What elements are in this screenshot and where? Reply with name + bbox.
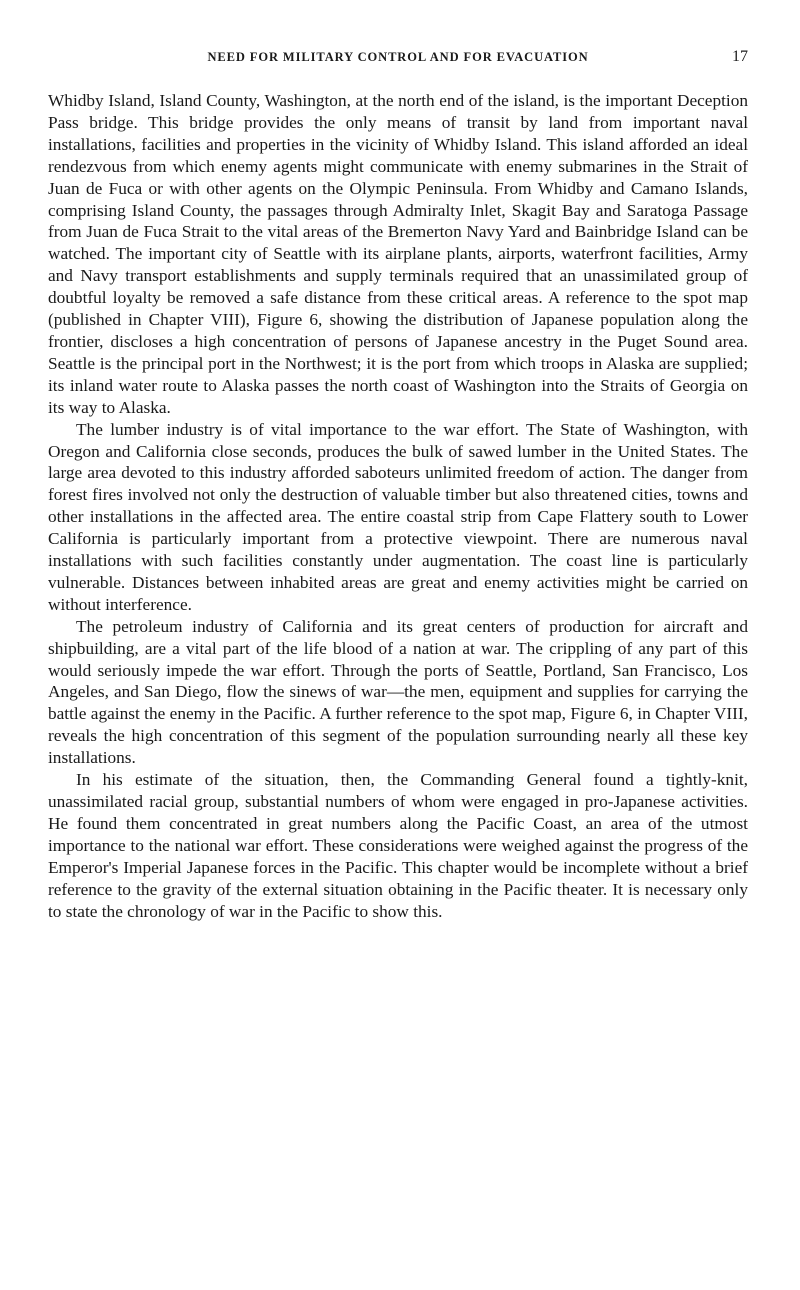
body-text (48, 90, 748, 922)
paragraph-lumber-industry: The lumber industry is of vital importance to the war effort. The State of Washington, with Oregon and California close seconds, produces the bulk of sawed lumber in the United States. The large area devoted to this industry afforded saboteurs unlimited freedom of action. The danger from forest fires involved not only the destruction of valuable timber but also threatened cities, towns and other installations in the affected area. The entire coastal strip from Cape Flattery south to Lower California is particularly important from a protective viewpoint. There are numerous naval installations with such facilities constantly under augmentation. The coast line is particularly vulnerable. Distances between inhabited areas are great and enemy activities might be carried on without interference. (48, 419, 748, 614)
paragraph-whidby-island: Whidby Island, Island County, Washington, at the north end of the island, is the important Deception Pass bridge. This bridge provides the only means of transit by land from important naval installations, facilities and properties in the vicinity of Whidby Island. This island afforded an ideal rendezvous from which enemy agents might communicate with enemy submarines in the Strait of Juan de Fuca or with other agents on the Olympic Peninsula. From Whidby and Camano Islands, comprising Island County, the passages through Admiralty Inlet, Skagit Bay and Saratoga Passage from Juan de Fuca Strait to the vital areas of the Bremerton Navy Yard and Bainbridge Island can be watched. The important city of Seattle with its airplane plants, airports, waterfront facilities, Army and Navy transport establishments and supply terminals required that an unassimilated group of doubtful loyalty be removed a safe distance from these critical areas. A reference to the spot map (published in Chapter VIII), Figure 6, showing the distribution of Japanese population along the frontier, discloses a high concentration of persons of Japanese ancestry in the Puget Sound area. Seattle is the principal port in the Northwest; it is the port from which troops in Alaska are supplied; its inland water route to Alaska passes the north coast of Washington into the Straits of Georgia on its way to Alaska. (48, 91, 748, 417)
page-number: 17 (732, 48, 748, 65)
paragraph-commanding-general-estimate: In his estimate of the situation, then, the Commanding General found a tightly-knit, unassimilated racial group, substantial numbers of whom were engaged in pro-Japanese activities. He found them concentrated in great numbers along the Pacific Coast, an area of the utmost importance to the national war effort. These considerations were weighed against the progress of the Emperor's Imperial Japanese forces in the Pacific. This chapter would be incomplete without a brief reference to the gravity of the external situation obtaining in the Pacific theater. It is necessary only to state the chronology of war in the Pacific to show this. (48, 770, 748, 921)
paragraph-petroleum-industry: The petroleum industry of California and its great centers of production for aircraft and shipbuilding, are a vital part of the life blood of a nation at war. The crippling of any part of this would seriously impede the war effort. Through the ports of Seattle, Portland, San Francisco, Los Angeles, and San Diego, flow the sinews of war—the men, equipment and supplies for carrying the battle against the enemy in the Pacific. A further reference to the spot map, Figure 6, in Chapter VIII, reveals the high concentration of this segment of the population surrounding nearly all these key installations. (48, 616, 748, 768)
running-head: NEED FOR MILITARY CONTROL AND FOR EVACUATION (207, 50, 589, 64)
page-header (48, 48, 748, 72)
